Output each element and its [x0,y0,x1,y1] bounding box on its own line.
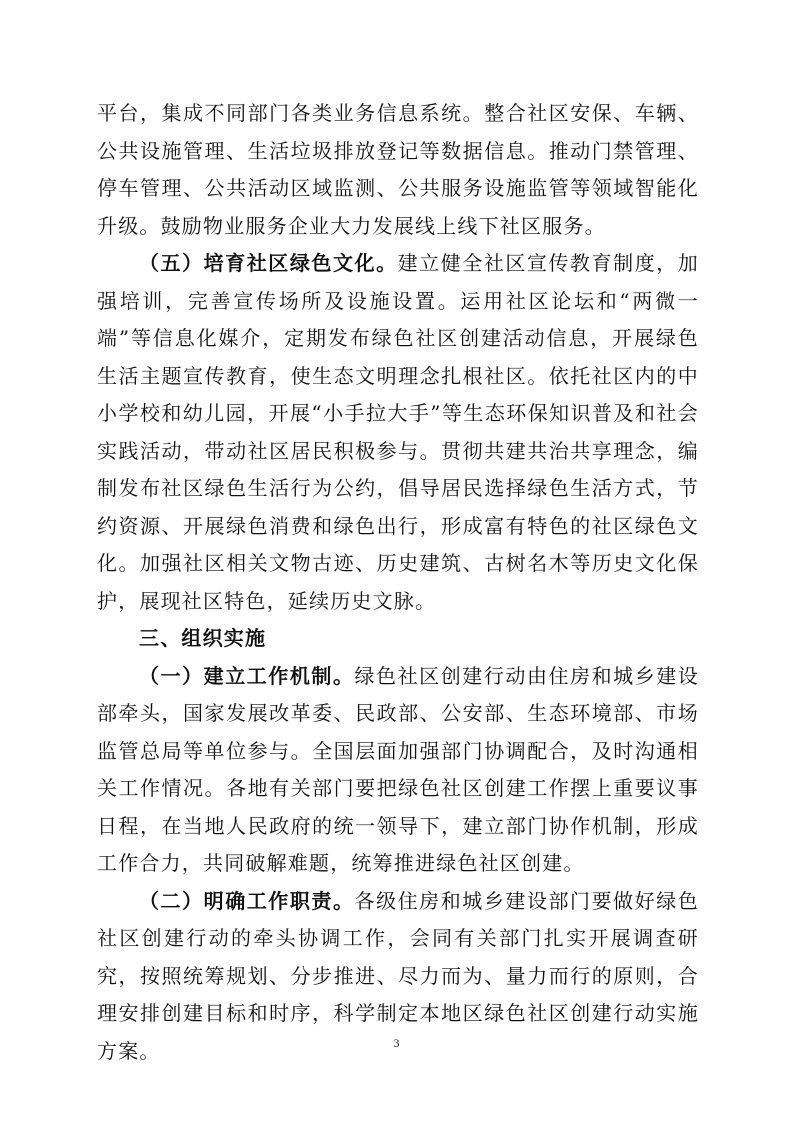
paragraph-text: 各级住房和城乡建设部门要做好绿色社区创建行动的牵头协调工作，会同有关部门扎实开展调查研究，按照统筹规划、分步推进、尽力而为、量力而行的原则，合理安排创建目标和时序，科学制定本地区绿色社区创建行动实施方案。 [97,888,700,1063]
paragraph-lead: （五）培育社区绿色文化。 [139,251,398,275]
paragraph-lead: （二）明确工作职责。 [139,888,355,913]
section-heading: 三、组织实施 [139,626,267,650]
paragraph-text: 绿色社区创建行动由住房和城乡建设部牵头，国家发展改革委、民政部、公安部、生态环境部、市场监管总局等单位参与。全国层面加强部门协调配合，及时沟通相关工作情况。各地有关部门要把绿色社区创建工作摆上重要议事日程，在当地人民政府的统一领导下，建立部门协作机制，形成工作合力，共同破解难题，统筹推进绿色社区创建。 [97,663,700,875]
paragraph-lead: （一）建立工作机制。 [139,663,355,688]
paragraph-text: 平台，集成不同部门各类业务信息系统。整合社区安保、车辆、公共设施管理、生活垃圾排放登记等数据信息。推动门禁管理、停车管理、公共活动区域监测、公共服务设施监管等领域智能化升级。鼓励物业服务企业大力发展线上线下社区服务。 [97,101,699,238]
paragraph-text: 建立健全社区宣传教育制度，加强培训，完善宣传场所及设施设置。运用社区论坛和“两微一端”等信息化媒介，定期发布绿色社区创建活动信息，开展绿色生活主题宣传教育，使生态文明理念扎根社区。依托社区内的中小学校和幼儿园，开展“小手拉大手”等生态环保知识普及和社会实践活动，带动社区居民积极参与。贯彻共建共治共享理念，编制发布社区绿色生活行为公约，倡导居民选择绿色生活方式，节约资源、开展绿色消费和绿色出行，形成富有特色的社区绿色文化。加强社区相关文物古迹、历史建筑、古树名木等历史文化保护，展现社区特色，延续历史文脉。 [97,251,699,613]
paragraph-continuation [97,95,699,245]
paragraph-green-culture [97,245,699,620]
paragraph-work-mechanism [97,658,699,883]
document-body [97,95,699,1070]
page-number: 3 [393,1036,400,1050]
